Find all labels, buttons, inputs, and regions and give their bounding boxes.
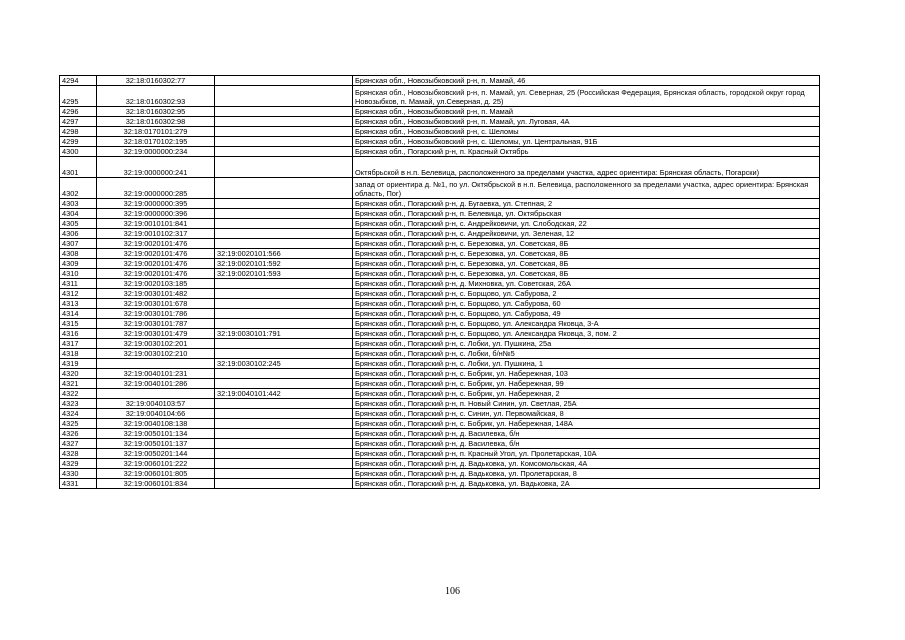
- table-row: [60, 339, 820, 349]
- cell-num: 4328: [60, 449, 97, 459]
- table-row: [60, 209, 820, 219]
- cell-cad2: [215, 157, 353, 178]
- table-row: [60, 157, 820, 178]
- cell-addr: Брянская обл., Погарский р-н, с. Синин, ул. Первомайская, 8: [353, 409, 820, 419]
- cell-cad2: [215, 199, 353, 209]
- cell-cad: 32:19:0000000:396: [97, 209, 215, 219]
- cell-addr: Брянская обл., Погарский р-н, с. Андрейковичи, ул. Слободская, 22: [353, 219, 820, 229]
- cell-cad: 32:19:0020103:185: [97, 279, 215, 289]
- cell-num: 4310: [60, 269, 97, 279]
- cell-addr: Брянская обл., Погарский р-н, с. Андрейковичи, ул. Зеленая, 12: [353, 229, 820, 239]
- table-row: [60, 449, 820, 459]
- cell-cad: 32:19:0030101:787: [97, 319, 215, 329]
- table-row: [60, 459, 820, 469]
- cell-num: 4302: [60, 178, 97, 199]
- cell-num: 4314: [60, 309, 97, 319]
- table-row: [60, 249, 820, 259]
- cell-addr: Брянская обл., Новозыбковский р-н, с. Шеломы, ул. Центральная, 91Б: [353, 137, 820, 147]
- cell-cad2: [215, 399, 353, 409]
- cell-cad: 32:19:0040104:66: [97, 409, 215, 419]
- cell-cad2: [215, 289, 353, 299]
- cell-num: 4311: [60, 279, 97, 289]
- table-row: [60, 178, 820, 199]
- cell-num: 4320: [60, 369, 97, 379]
- cell-num: 4299: [60, 137, 97, 147]
- table-row: [60, 389, 820, 399]
- cell-cad: 32:19:0040101:286: [97, 379, 215, 389]
- cell-num: 4329: [60, 459, 97, 469]
- cell-addr: Брянская обл., Погарский р-н, п. Новый Синин, ул. Светлая, 25А: [353, 399, 820, 409]
- cell-cad2: [215, 219, 353, 229]
- cell-num: 4313: [60, 299, 97, 309]
- cell-cad2: [215, 178, 353, 199]
- cell-addr: Брянская обл., Погарский р-н, д. Василевка, б/н: [353, 439, 820, 449]
- cell-cad2: [215, 439, 353, 449]
- cell-cad2: 32:19:0030101:791: [215, 329, 353, 339]
- table-row: [60, 319, 820, 329]
- cell-cad: 32:19:0000000:395: [97, 199, 215, 209]
- cell-addr: Брянская обл., Погарский р-н, с. Борщово, ул. Сабурова, 2: [353, 289, 820, 299]
- table-row: [60, 429, 820, 439]
- cell-num: 4296: [60, 107, 97, 117]
- table-row: [60, 107, 820, 117]
- cell-addr: Брянская обл., Погарский р-н, с. Лобки, ул. Пушкина, 1: [353, 359, 820, 369]
- cell-num: 4322: [60, 389, 97, 399]
- cell-cad: 32:19:0040101:231: [97, 369, 215, 379]
- cell-num: 4315: [60, 319, 97, 329]
- cell-num: 4308: [60, 249, 97, 259]
- cell-addr: Брянская обл., Погарский р-н, с. Бобрик, ул. Набережная, 99: [353, 379, 820, 389]
- cell-addr: Октябрьской в н.п. Белевица, расположенного за пределами участка, адрес ориентира: Брянская область, Погарски): [353, 157, 820, 178]
- table-row: [60, 329, 820, 339]
- cell-cad: 32:19:0010101:841: [97, 219, 215, 229]
- cell-num: 4316: [60, 329, 97, 339]
- cell-cad2: [215, 479, 353, 489]
- cell-cad2: [215, 279, 353, 289]
- cell-cad: 32:19:0030101:678: [97, 299, 215, 309]
- cell-addr: Брянская обл., Новозыбковский р-н, п. Мамай, ул. Луговая, 4А: [353, 117, 820, 127]
- cell-addr: Брянская обл., Новозыбковский р-н, п. Мамай: [353, 107, 820, 117]
- cell-num: 4301: [60, 157, 97, 178]
- cell-addr: Брянская обл., Погарский р-н, д. Вадьковка, ул. Пролетарская, 8: [353, 469, 820, 479]
- cell-cad2: [215, 339, 353, 349]
- cell-cad2: [215, 409, 353, 419]
- cell-num: 4323: [60, 399, 97, 409]
- table-row: [60, 289, 820, 299]
- cell-num: 4303: [60, 199, 97, 209]
- cell-addr: Брянская обл., Погарский р-н, с. Бобрик, ул. Набережная, 148А: [353, 419, 820, 429]
- cell-addr: Брянская обл., Погарский р-н, п. Красный Угол, ул. Пролетарская, 10А: [353, 449, 820, 459]
- cell-cad: 32:19:0020101:476: [97, 239, 215, 249]
- cell-cad: 32:19:0020101:476: [97, 259, 215, 269]
- table-row: [60, 309, 820, 319]
- cell-num: 4298: [60, 127, 97, 137]
- table-row: [60, 359, 820, 369]
- cell-addr: Брянская обл., Погарский р-н, с. Бобрик, ул. Набережная, 2: [353, 389, 820, 399]
- table-row: [60, 469, 820, 479]
- cell-addr: Брянская обл., Погарский р-н, д. Бугаевка, ул. Степная, 2: [353, 199, 820, 209]
- cell-cad: [97, 389, 215, 399]
- cell-cad2: [215, 419, 353, 429]
- cell-cad2: [215, 86, 353, 107]
- cell-addr: Брянская обл., Погарский р-н, с. Лобки, б/н№5: [353, 349, 820, 359]
- cell-addr: Брянская обл., Погарский р-н, п. Красный Октябрь: [353, 147, 820, 157]
- cell-num: 4326: [60, 429, 97, 439]
- cell-num: 4317: [60, 339, 97, 349]
- cell-addr: Брянская обл., Погарский р-н, с. Березовка, ул. Советская, 8Б: [353, 269, 820, 279]
- cell-cad2: [215, 299, 353, 309]
- cell-cad2: [215, 209, 353, 219]
- cell-cad: 32:19:0050201:144: [97, 449, 215, 459]
- cell-cad2: [215, 379, 353, 389]
- cell-addr: Брянская обл., Погарский р-н, с. Бобрик, ул. Набережная, 103: [353, 369, 820, 379]
- cell-cad2: 32:19:0020101:566: [215, 249, 353, 259]
- table-row: [60, 127, 820, 137]
- cell-cad2: [215, 147, 353, 157]
- cell-cad2: [215, 76, 353, 86]
- cell-num: 4312: [60, 289, 97, 299]
- cell-num: 4324: [60, 409, 97, 419]
- cell-cad: 32:19:0030101:786: [97, 309, 215, 319]
- cell-cad: 32:19:0060101:805: [97, 469, 215, 479]
- cell-cad: 32:19:0030102:201: [97, 339, 215, 349]
- cell-num: 4304: [60, 209, 97, 219]
- cell-cad: 32:19:0010102:317: [97, 229, 215, 239]
- table-row: [60, 439, 820, 449]
- table-row: [60, 299, 820, 309]
- cell-cad: 32:18:0160302:95: [97, 107, 215, 117]
- cell-cad: 32:19:0060101:834: [97, 479, 215, 489]
- table-row: [60, 479, 820, 489]
- cell-num: 4307: [60, 239, 97, 249]
- cell-cad2: [215, 117, 353, 127]
- cell-addr: Брянская обл., Погарский р-н, с. Борщово, ул. Александра Яковца, 3-А: [353, 319, 820, 329]
- table-body: [60, 76, 820, 489]
- cell-num: 4319: [60, 359, 97, 369]
- cell-addr: Брянская обл., Новозыбковский р-н, п. Мамай, 46: [353, 76, 820, 86]
- cell-cad2: [215, 127, 353, 137]
- table-row: [60, 137, 820, 147]
- cell-cad: 32:19:0030102:210: [97, 349, 215, 359]
- cell-num: 4321: [60, 379, 97, 389]
- cell-num: 4325: [60, 419, 97, 429]
- cell-cad: 32:19:0020101:476: [97, 249, 215, 259]
- cell-addr: Брянская обл., Новозыбковский р-н, с. Шеломы: [353, 127, 820, 137]
- cell-cad: 32:19:0040108:138: [97, 419, 215, 429]
- cell-num: 4309: [60, 259, 97, 269]
- cell-addr: Брянская обл., Погарский р-н, д. Вадьковка, ул. Вадьковка, 2А: [353, 479, 820, 489]
- cell-addr: Брянская обл., Погарский р-н, с. Борщово, ул. Александра Яковца, 3, пом. 2: [353, 329, 820, 339]
- table-row: [60, 369, 820, 379]
- table-row: [60, 86, 820, 107]
- cell-cad2: [215, 459, 353, 469]
- table-row: [60, 399, 820, 409]
- cell-cad: 32:19:0020101:476: [97, 269, 215, 279]
- cell-cad: 32:19:0000000:285: [97, 178, 215, 199]
- page-number: 106: [445, 586, 460, 597]
- cell-addr: Брянская обл., Погарский р-н, с. Березовка, ул. Советская, 8Б: [353, 259, 820, 269]
- table-row: [60, 269, 820, 279]
- cell-cad: 32:19:0000000:234: [97, 147, 215, 157]
- cell-num: 4295: [60, 86, 97, 107]
- cell-cad2: 32:19:0030102:245: [215, 359, 353, 369]
- cell-cad: 32:19:0050101:134: [97, 429, 215, 439]
- cell-cad2: [215, 429, 353, 439]
- cell-cad2: [215, 239, 353, 249]
- cell-cad2: 32:19:0020101:592: [215, 259, 353, 269]
- cell-addr: Брянская обл., Новозыбковский р-н, п. Мамай, ул. Северная, 25 (Российская Федерация, Брянская область, городской округ город Новозыбков, п. Мамай, ул.Северная, д. 25): [353, 86, 820, 107]
- cell-addr: Брянская обл., Погарский р-н, с. Лобки, ул. Пушкина, 25а: [353, 339, 820, 349]
- cell-cad: 32:19:0030101:482: [97, 289, 215, 299]
- cell-num: 4331: [60, 479, 97, 489]
- table-row: [60, 349, 820, 359]
- table-row: [60, 279, 820, 289]
- cell-cad2: [215, 309, 353, 319]
- cell-cad2: [215, 369, 353, 379]
- table-row: [60, 229, 820, 239]
- cell-cad2: [215, 449, 353, 459]
- cell-num: 4300: [60, 147, 97, 157]
- table-row: [60, 379, 820, 389]
- cell-num: 4305: [60, 219, 97, 229]
- cell-addr: Брянская обл., Погарский р-н, д. Вадьковка, ул. Комсомольская, 4А: [353, 459, 820, 469]
- cell-cad: 32:18:0160302:98: [97, 117, 215, 127]
- cell-cad2: [215, 229, 353, 239]
- table-row: [60, 199, 820, 209]
- cell-cad: 32:19:0030101:479: [97, 329, 215, 339]
- cell-num: 4297: [60, 117, 97, 127]
- cell-addr: Брянская обл., Погарский р-н, п. Белевица, ул. Октябрьская: [353, 209, 820, 219]
- table-row: [60, 419, 820, 429]
- cell-addr: Брянская обл., Погарский р-н, с. Березовка, ул. Советская, 8Б: [353, 239, 820, 249]
- cell-cad: 32:18:0170102:195: [97, 137, 215, 147]
- table-row: [60, 76, 820, 86]
- cell-cad2: 32:19:0040101:442: [215, 389, 353, 399]
- table-row: [60, 409, 820, 419]
- cell-cad: [97, 359, 215, 369]
- cell-addr: запад от ориентира д. №1, по ул. Октябрьской в н.п. Белевица, расположенного за пределами участка, адрес ориентира: Брянская область, Пог): [353, 178, 820, 199]
- cell-num: 4318: [60, 349, 97, 359]
- cell-num: 4294: [60, 76, 97, 86]
- table-row: [60, 239, 820, 249]
- cell-cad2: [215, 107, 353, 117]
- cell-addr: Брянская обл., Погарский р-н, д. Михновка, ул. Советская, 26А: [353, 279, 820, 289]
- cell-num: 4306: [60, 229, 97, 239]
- cell-cad2: [215, 349, 353, 359]
- cell-num: 4330: [60, 469, 97, 479]
- cell-cad: 32:18:0160302:93: [97, 86, 215, 107]
- cell-cad: 32:19:0060101:222: [97, 459, 215, 469]
- cell-cad: 32:18:0160302:77: [97, 76, 215, 86]
- table-row: [60, 147, 820, 157]
- cell-addr: Брянская обл., Погарский р-н, с. Борщово, ул. Сабурова, 60: [353, 299, 820, 309]
- cell-cad2: 32:19:0020101:593: [215, 269, 353, 279]
- cell-cad: 32:19:0040103:57: [97, 399, 215, 409]
- cell-cad2: [215, 469, 353, 479]
- cell-cad: 32:19:0050101:137: [97, 439, 215, 449]
- cell-num: 4327: [60, 439, 97, 449]
- cell-addr: Брянская обл., Погарский р-н, д. Василевка, б/н: [353, 429, 820, 439]
- property-table: [59, 75, 820, 489]
- cell-cad2: [215, 137, 353, 147]
- cell-cad: 32:19:0000000:241: [97, 157, 215, 178]
- cell-cad2: [215, 319, 353, 329]
- cell-addr: Брянская обл., Погарский р-н, с. Березовка, ул. Советская, 8Б: [353, 249, 820, 259]
- cell-addr: Брянская обл., Погарский р-н, с. Борщово, ул. Сабурова, 49: [353, 309, 820, 319]
- table-row: [60, 219, 820, 229]
- table-row: [60, 259, 820, 269]
- table-row: [60, 117, 820, 127]
- cell-cad: 32:18:0170101:279: [97, 127, 215, 137]
